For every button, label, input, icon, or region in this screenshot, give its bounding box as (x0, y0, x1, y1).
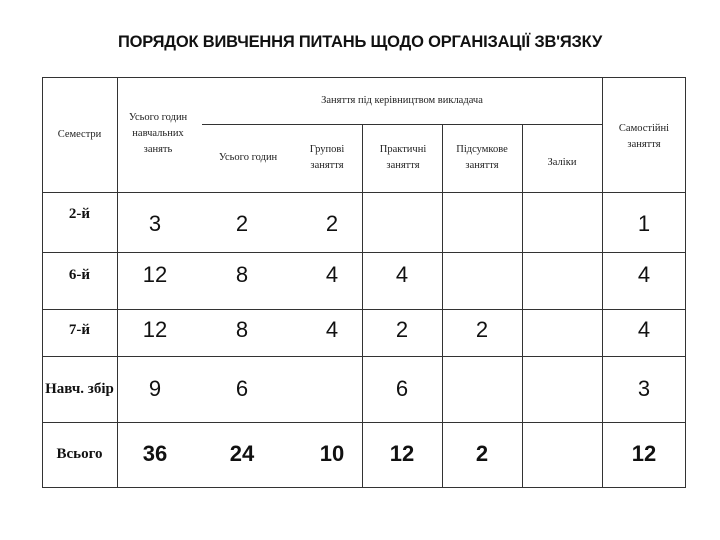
header-credits: Заліки (547, 157, 577, 168)
row-1-self: 1 (637, 211, 651, 236)
row-1-group: 2 (325, 211, 339, 236)
row-4-self: 3 (637, 376, 651, 401)
header-final: Підсумкове заняття (456, 144, 508, 171)
header-under-teacher: Заняття під керівництвом викладача (321, 94, 483, 106)
header-self-study: Самостійні заняття (618, 123, 670, 150)
row-3-group: 4 (325, 317, 339, 342)
row-2-practical: 4 (395, 262, 409, 287)
header-total-lessons: Усього годин навчальних занять (128, 112, 188, 155)
row-2-teacher-total: 8 (235, 262, 249, 287)
row-label-total: Всього (56, 445, 103, 462)
row-label-7: 7-й (68, 321, 91, 338)
row-label-2: 2-й (68, 205, 91, 222)
row-label-training-camp: Навч. збір (45, 380, 114, 397)
header-semesters: Семестри (57, 128, 102, 140)
row-label-6: 6-й (68, 266, 91, 283)
row-3-teacher-total: 8 (235, 317, 249, 342)
row-5-practical: 12 (389, 441, 415, 466)
row-1-total: 3 (148, 211, 162, 236)
header-sub-total: Усього годин (218, 152, 278, 163)
row-5-final: 2 (475, 441, 489, 466)
row-2-group: 4 (325, 262, 339, 287)
row-5-group: 10 (319, 441, 345, 466)
row-5-teacher-total: 24 (229, 441, 255, 466)
study-order-table (42, 77, 686, 487)
row-3-self: 4 (637, 317, 651, 342)
page-title: ПОРЯДОК ВИВЧЕННЯ ПИТАНЬ ЩОДО ОРГАНІЗАЦІЇ ЗВ'ЯЗКУ (117, 33, 603, 51)
row-3-practical: 2 (395, 317, 409, 342)
row-5-self: 12 (631, 441, 657, 466)
row-3-final: 2 (475, 317, 489, 342)
row-2-self: 4 (637, 262, 651, 287)
row-3-total: 12 (142, 317, 168, 342)
header-practical: Практичні заняття (379, 144, 427, 171)
row-4-total: 9 (148, 376, 162, 401)
header-group: Групові заняття (309, 144, 345, 171)
row-5-total: 36 (142, 441, 168, 466)
row-1-teacher-total: 2 (235, 211, 249, 236)
row-4-teacher-total: 6 (235, 376, 249, 401)
row-4-practical: 6 (395, 376, 409, 401)
row-2-total: 12 (142, 262, 168, 287)
